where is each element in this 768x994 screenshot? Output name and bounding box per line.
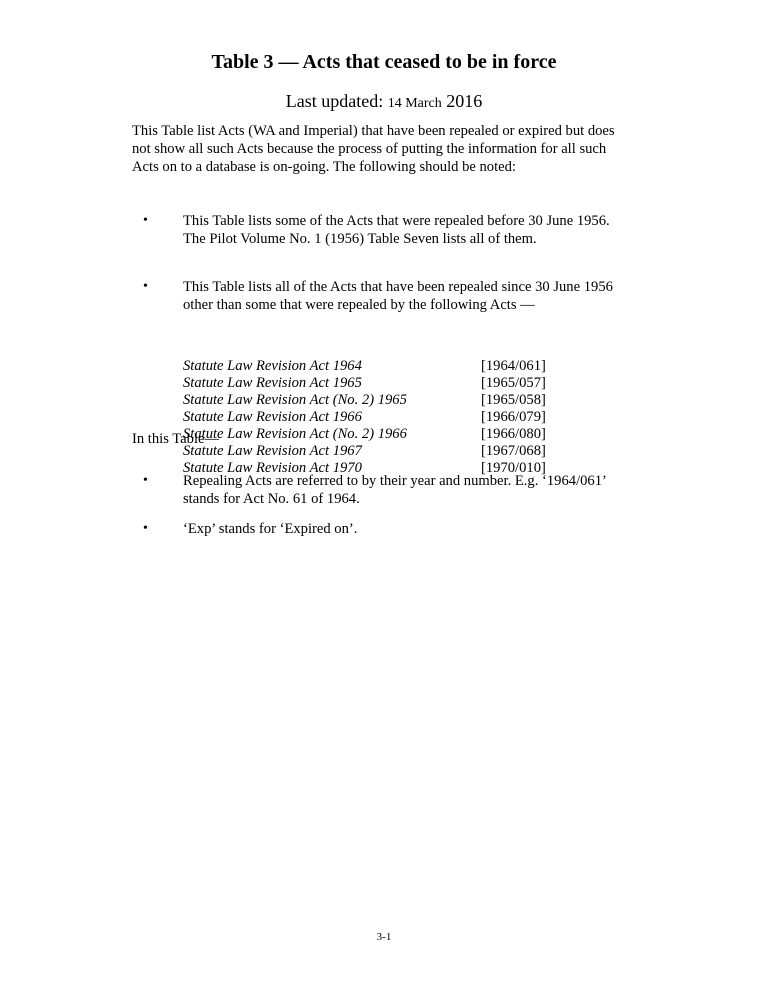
- act-number: [1965/057]: [481, 375, 546, 391]
- act-number: [1964/061]: [481, 358, 546, 374]
- last-updated-line: [0, 90, 768, 115]
- page-title: Table 3 — Acts that ceased to be in force: [211, 51, 557, 73]
- act-name: Statute Law Revision Act 1965: [183, 375, 362, 391]
- bullet-icon: •: [143, 521, 148, 536]
- act-number: [1965/058]: [481, 392, 546, 408]
- note-item-1: [132, 212, 622, 248]
- act-name: Statute Law Revision Act 1966: [183, 409, 362, 425]
- act-name: Statute Law Revision Act 1967: [183, 443, 362, 459]
- table-note-text-2: ‘Exp’ stands for ‘Expired on’.: [183, 521, 358, 537]
- last-updated-day-month: 14 March: [387, 96, 442, 111]
- last-updated-label: Last updated:: [285, 91, 384, 111]
- repealing-acts-list: [183, 358, 583, 477]
- act-name: Statute Law Revision Act (No. 2) 1965: [183, 392, 407, 408]
- act-name: Statute Law Revision Act 1970: [183, 460, 362, 476]
- act-row: [183, 443, 583, 460]
- table-note-item-2: [132, 520, 622, 538]
- note-text-2: This Table lists all of the Acts that have been repealed since 30 June 1956 other than some that were repealed by the following Acts —: [183, 279, 613, 313]
- bullet-icon: •: [143, 473, 148, 488]
- act-number: [1970/010]: [481, 460, 546, 476]
- act-name: Statute Law Revision Act (No. 2) 1966: [183, 426, 407, 442]
- table-note-text-1: Repealing Acts are referred to by their year and number. E.g. ‘1964/061’ stands for Act No. 61 of 1964.: [183, 473, 606, 507]
- last-updated-year: 2016: [446, 91, 483, 111]
- table-note-item-1: [132, 472, 622, 508]
- page-number: 3-1: [376, 931, 392, 943]
- act-name: Statute Law Revision Act 1964: [183, 358, 362, 374]
- act-row: [183, 375, 583, 392]
- act-number: [1966/080]: [481, 426, 546, 442]
- act-number: [1967/068]: [481, 443, 546, 459]
- note-item-2: [132, 278, 622, 314]
- bullet-icon: •: [143, 213, 148, 228]
- intro-paragraph: This Table list Acts (WA and Imperial) that have been repealed or expired but does not show all such Acts because the process of putting the information for all such Acts on to a database is on-going. The following should be noted:: [132, 123, 615, 175]
- bullet-icon: •: [143, 279, 148, 294]
- act-row: [183, 358, 583, 375]
- in-this-table-heading: In this Table—: [132, 431, 220, 447]
- note-text-1: This Table lists some of the Acts that were repealed before 30 June 1956. The Pilot Volume No. 1 (1956) Table Seven lists all of them.: [183, 213, 610, 247]
- act-row: [183, 426, 583, 443]
- act-row: [183, 409, 583, 426]
- act-number: [1966/079]: [481, 409, 546, 425]
- act-row: [183, 392, 583, 409]
